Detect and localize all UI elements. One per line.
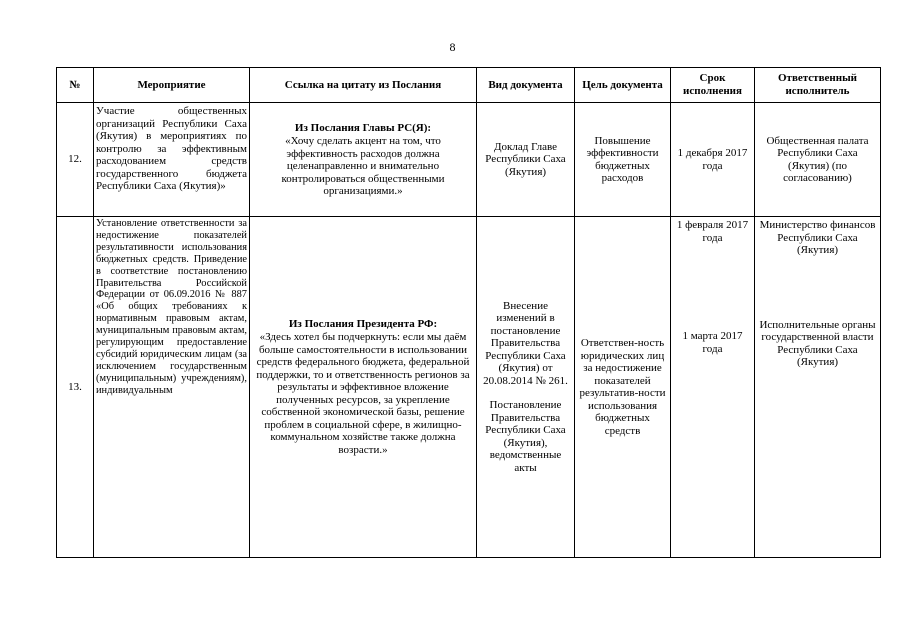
header-responsible: Ответственный исполнитель	[755, 68, 881, 103]
quote-text: «Хочу сделать акцент на том, что эффективность расходов должна целенаправленно и внимательно контролироваться общественными организациями.»	[281, 135, 445, 197]
header-doc-type: Вид документа	[477, 68, 575, 103]
header-goal: Цель документа	[575, 68, 671, 103]
quote-text: «Здесь хотел бы подчеркнуть: если мы даём больше самостоятельности в использовании средств федерального бюджета, федеральной поддержки, то и ответственность регионов за результаты и эффективное вложение полученных ресурсов, за укрепление собственной экономической базы, решение проблем в социальной сфере, в жилищно-коммунальном хозяйстве также должна возрасти.»	[256, 331, 470, 456]
goal-cell: Повышение эффективности бюджетных расходов	[575, 103, 671, 217]
doc-type-cell	[477, 217, 575, 558]
header-measure: Мероприятие	[94, 68, 250, 103]
doc-type-cell: Доклад Главе Республики Саха (Якутия)	[477, 103, 575, 217]
quote-source: Из Послания Главы РС(Я):	[294, 121, 432, 134]
deadline-cell	[671, 217, 755, 558]
quote-cell	[250, 103, 477, 217]
table-row	[57, 217, 881, 558]
responsible-executive-bodies: Исполнительные органы государственной власти Республики Саха (Якутия)	[759, 318, 876, 368]
quote-cell	[250, 217, 477, 558]
deadline-cell: 1 декабря 2017 года	[671, 103, 755, 217]
quote-source: Из Послания Президента РФ:	[288, 317, 438, 330]
responsible-cell: Общественная палата Республики Саха (Якутия) (по согласованию)	[755, 103, 881, 217]
page-number: 8	[449, 40, 456, 54]
doc-type-resolution: Постановление Правительства Республики Саха (Якутия), ведомственные акты	[485, 399, 566, 474]
header-number: №	[57, 68, 94, 103]
doc-type-amendment: Внесение изменений в постановление Правительства Республики Саха (Якутия) от 20.08.2014 № 261.	[483, 299, 568, 387]
header-quote: Ссылка на цитату из Послания	[250, 68, 477, 103]
responsible-cell	[755, 217, 881, 558]
header-row	[57, 68, 881, 103]
goal-cell: Ответствен-ность юридических лиц за недостижение показателей результатив-ности использования бюджетных средств	[575, 217, 671, 558]
measure-cell: Участие общественных организаций Республики Саха (Якутия) в мероприятиях по контролю за эффективным расходованием средств государственного бюджета Республики Саха (Якутия)»	[94, 103, 250, 217]
row-number: 13.	[57, 217, 94, 558]
responsible-ministry: Министерство финансов Республики Саха (Якутия)	[759, 219, 876, 256]
measure-cell: Установление ответственности за недостижение показателей результативности использования бюджетных средств. Приведение в соответствие постановлению Правительства Российской Федерации от 06.09.2016 № 887 «Об общих требованиях к нормативным правовым актам, муниципальным правовым актам, регулирующим предоставление субсидий юридическим лицам (за исключением государственным (муниципальным) учреждениям), индивидуальным	[94, 217, 250, 558]
table-row	[57, 103, 881, 217]
deadline-second: 1 марта 2017 года	[682, 330, 743, 355]
header-deadline: Срок исполнения	[671, 68, 755, 103]
deadline-first: 1 февраля 2017 года	[676, 219, 749, 244]
row-number: 12.	[57, 103, 94, 217]
measures-table	[56, 67, 881, 558]
